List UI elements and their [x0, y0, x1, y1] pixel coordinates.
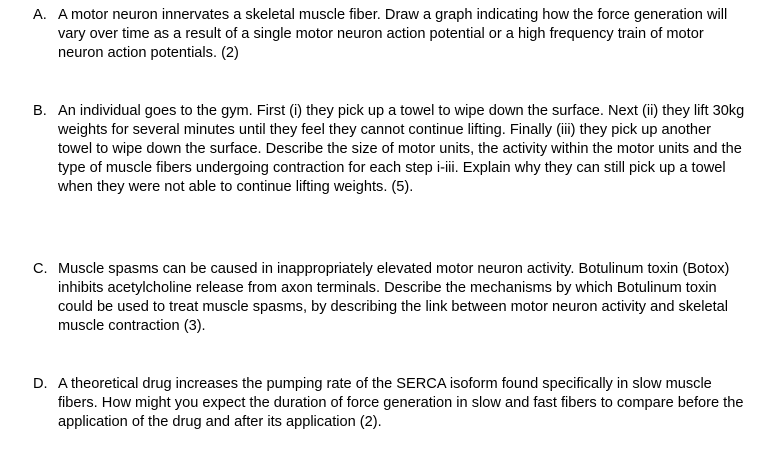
question-a-label: A. [33, 7, 47, 23]
question-b [33, 102, 745, 197]
question-c-text: Muscle spasms can be caused in inappropriately elevated motor neuron activity. Botulinum toxin (Botox) inhibits acetylcholine release from axon terminals. Describe the mechanisms by which Botulinum toxin could be used to treat muscle spasms, by describing the link between motor neuron activity and skeletal muscle contraction (3). [58, 261, 730, 334]
question-c [33, 260, 745, 336]
question-d-text: A theoretical drug increases the pumping rate of the SERCA isoform found specifically in slow muscle fibers. How might you expect the duration of force generation in slow and fast fibers to compare before the application of the drug and after its application (2). [58, 376, 744, 430]
question-a [33, 6, 745, 63]
question-d-label: D. [33, 376, 48, 392]
question-b-text: An individual goes to the gym. First (i) they pick up a towel to wipe down the surface. Next (ii) they lift 30kg weights for several minutes until they feel they cannot continue lifting. Finally (iii) they pick up another towel to wipe down the surface. Describe the size of motor units, the activity within the motor units and the type of muscle fibers undergoing contraction for each step i-iii. Explain why they can still pick up a towel when they were not able to continue lifting weights. (5). [58, 103, 745, 195]
question-b-label: B. [33, 103, 47, 119]
question-a-text: A motor neuron innervates a skeletal muscle fiber. Draw a graph indicating how the force generation will vary over time as a result of a single motor neuron action potential or a high frequency train of motor neuron action potentials. (2) [58, 7, 728, 61]
question-d [33, 375, 745, 432]
question-c-label: C. [33, 261, 48, 277]
